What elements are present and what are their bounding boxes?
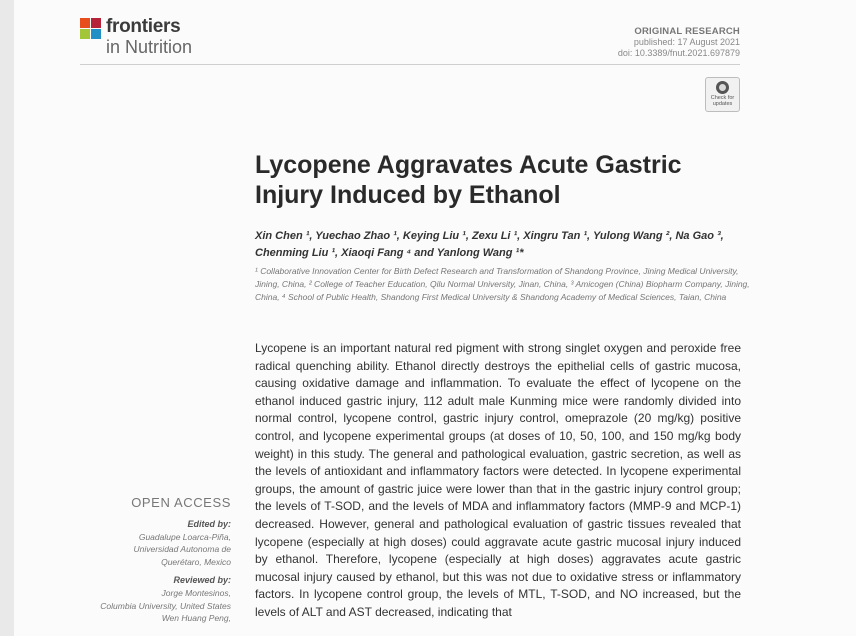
abstract-text: Lycopene is an important natural red pigment with strong singlet oxygen and peroxide free radical quenching ability. Ethanol directly destroys the epithelial cells of gastric mucosa, causing oxidative damage and inflammation. To evaluate the effect of lycopene on the ethanol induced gastric injury, 112 adult male Kunming mice were randomly divided into normal control, lycopene control, gastric injury control, omeprazole (20 mg/kg) positive control, and lycopene experimental groups (at doses of 10, 50, 100, and 150 mg/kg body weight) in this study. The general and pathological evaluation, gastric secretion, as well as the levels of antioxidant and inflammatory factors were detected. In lycopene experimental groups, the amount of gastric juice were lower than that in the gastric injury control group; the levels of T-SOD, and the levels of MDA and inflammatory factors (MMP-9 and MCP-1) decreased. However, general and pathological evaluation of gastric tissues revealed that lycopene (especially at high doses) could aggravate acute gastric mucosal injury induced by ethanol. Therefore, lycopene (especially at high doses) aggravates acute gastric mucosal injury caused by ethanol, but this was not due to oxidative stress or inflammatory factors. In lycopene control group, the levels of MTL, T-SOD, and NO increased, but the levels of ALT and AST decreased, indicating that xyxy=(255,341,741,619)
journal-section: in Nutrition xyxy=(106,37,193,57)
reviewer-1-name[interactable]: Jorge Montesinos, xyxy=(161,588,231,599)
article-title: Lycopene Aggravates Acute Gastric Injury Induced by Ethanol xyxy=(255,151,682,209)
reviewed-by-label: Reviewed by: xyxy=(173,575,231,586)
check-for-updates-line1: Check for xyxy=(710,95,735,101)
published-date: published: 17 August 2021 xyxy=(633,37,740,47)
editor-name[interactable]: Guadalupe Loarca-Piña, xyxy=(138,532,231,542)
check-for-updates-line2: updates xyxy=(712,101,733,107)
check-for-updates-icon xyxy=(716,81,729,94)
header-divider xyxy=(80,64,740,65)
frontiers-logo-icon xyxy=(80,18,102,40)
open-access-label: OPEN ACCESS xyxy=(131,495,231,510)
reviewer-2-name[interactable]: Wen Huang Peng, xyxy=(161,613,231,624)
affiliations: ¹ Collaborative Innovation Center for Birth Defect Research and Transformation of Shandong Province, Jining Medical University, Jining, China, ² College of Teacher Education, Qilu Normal University, Jinan, China, ³ Amicogen (China) Biopharm Company, Jining, China, ⁴ School of Public Health, Shandong First Medical University & Shandong Academy of Medical Sciences, Taian, China xyxy=(255,266,750,302)
check-for-updates-button[interactable] xyxy=(705,77,740,112)
edited-by-label: Edited by: xyxy=(187,519,231,529)
editor-affiliation-1: Universidad Autonoma de xyxy=(133,544,231,555)
editor-affiliation-2: Querétaro, Mexico xyxy=(161,556,231,567)
doi-link[interactable]: doi: 10.3389/fnut.2021.697879 xyxy=(617,48,740,58)
article-meta xyxy=(618,26,740,59)
article-sidebar xyxy=(74,495,231,624)
journal-name: frontiers xyxy=(106,16,181,37)
author-list[interactable]: Xin Chen ¹, Yuechao Zhao ¹, Keying Liu ¹, Zexu Li ¹, Xingru Tan ¹, Yulong Wang ², Na Gao ³, Chenming Liu ¹, Xiaoqi Fang ⁴ and Yanlong Wang ¹* xyxy=(255,230,724,259)
reviewer-1-affiliation: Columbia University, United States xyxy=(100,600,231,611)
article-page xyxy=(14,0,856,636)
article-type: ORIGINAL RESEARCH xyxy=(634,26,740,37)
